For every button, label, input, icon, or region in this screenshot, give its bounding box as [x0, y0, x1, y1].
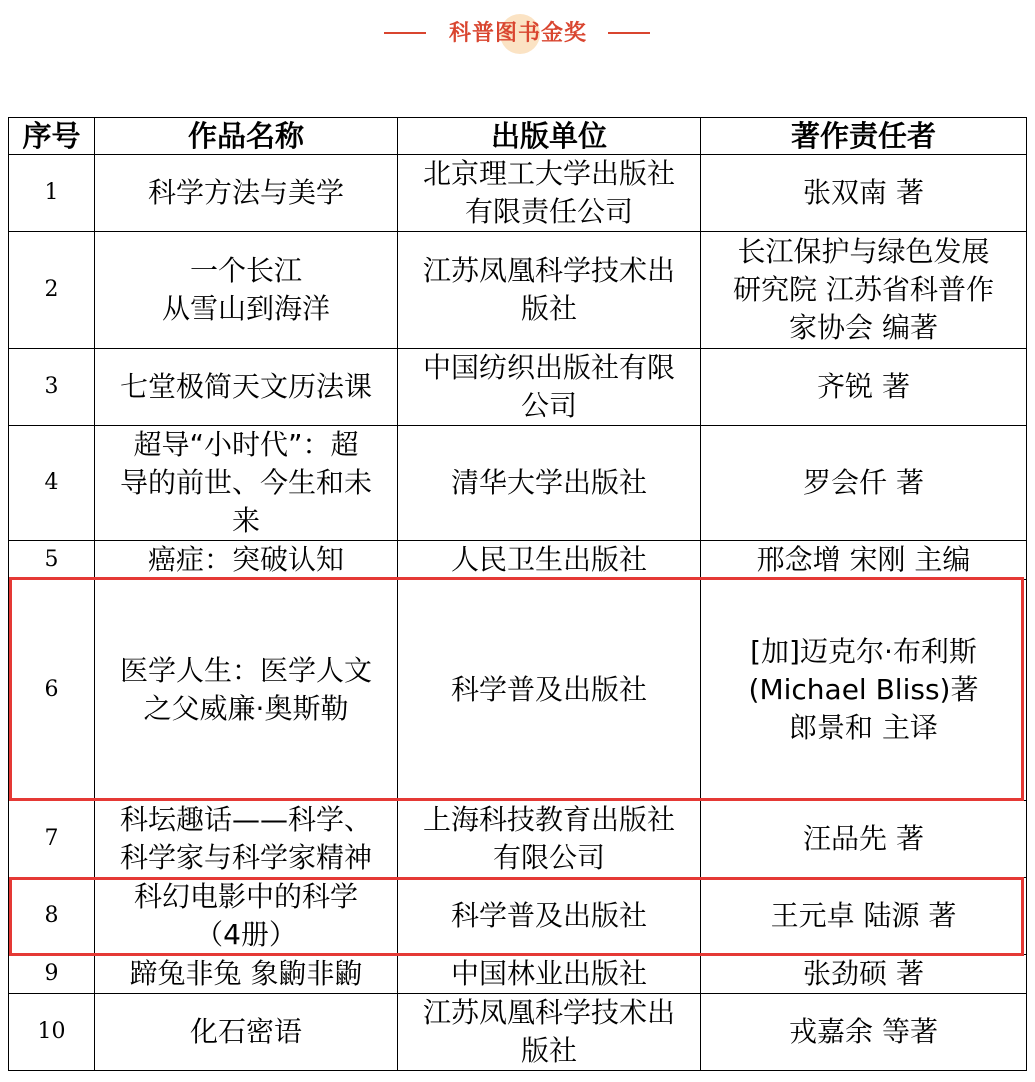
publisher [398, 994, 701, 1071]
publisher-text: 上海科技教育出版社 有限公司 [422, 803, 675, 874]
work-title-text: 超导“小时代”：超 导的前世、今生和未 来 [119, 428, 372, 537]
row-number: 10 [9, 994, 95, 1071]
publisher-text: 人民卫生出版社 [450, 543, 647, 576]
publisher-text: 科学普及出版社 [450, 673, 647, 706]
author-text: [加]迈克尔·布利斯 (Michael Bliss)著 郎景和 主译 [748, 635, 979, 744]
work-title [95, 232, 398, 349]
work-title [95, 878, 398, 955]
work-title [95, 580, 398, 801]
work-title [95, 994, 398, 1071]
publisher [398, 878, 701, 955]
author [701, 994, 1027, 1071]
publisher-text: 北京理工大学出版社 有限责任公司 [422, 157, 675, 228]
work-title-text: 一个长江 从雪山到海洋 [161, 254, 330, 325]
row-number: 4 [9, 426, 95, 541]
author [701, 232, 1027, 349]
author-text: 张双南 著 [803, 176, 924, 209]
table-row [9, 878, 1027, 955]
work-title-text: 化石密语 [189, 1015, 302, 1048]
publisher [398, 155, 701, 232]
row-number: 5 [9, 541, 95, 580]
table-row [9, 232, 1027, 349]
work-title [95, 541, 398, 580]
work-title [95, 801, 398, 878]
publisher-text: 中国林业出版社 [450, 957, 647, 990]
author [701, 426, 1027, 541]
author [701, 349, 1027, 426]
section-title: 科普图书金奖 [448, 21, 587, 46]
row-number: 1 [9, 155, 95, 232]
publisher [398, 580, 701, 801]
column-header-author: 著作责任者 [701, 118, 1027, 155]
author [701, 580, 1027, 801]
publisher-text: 中国纺织出版社有限 公司 [422, 351, 675, 422]
work-title [95, 426, 398, 541]
row-number: 2 [9, 232, 95, 349]
table-row [9, 801, 1027, 878]
publisher [398, 349, 701, 426]
publisher-text: 科学普及出版社 [450, 899, 647, 932]
author-text: 长江保护与绿色发展 研究院 江苏省科普作 家协会 编著 [733, 235, 994, 344]
section-header [0, 0, 1035, 70]
author [701, 155, 1027, 232]
publisher [398, 232, 701, 349]
publisher [398, 426, 701, 541]
author [701, 801, 1027, 878]
work-title-text: 七堂极简天文历法课 [119, 370, 372, 403]
row-number: 9 [9, 955, 95, 994]
table-row [9, 955, 1027, 994]
award-table [8, 117, 1027, 1071]
publisher-text: 清华大学出版社 [450, 466, 647, 499]
author [701, 541, 1027, 580]
column-header-number: 序号 [9, 118, 95, 155]
row-number: 7 [9, 801, 95, 878]
publisher [398, 955, 701, 994]
table-row [9, 541, 1027, 580]
publisher-text: 江苏凤凰科学技术出 版社 [422, 254, 675, 325]
publisher-text: 江苏凤凰科学技术出 版社 [422, 996, 675, 1067]
work-title [95, 955, 398, 994]
work-title-text: 癌症：突破认知 [147, 543, 344, 576]
work-title-text: 蹄兔非兔 象鼩非鼩 [129, 957, 363, 990]
table-header-row [9, 118, 1027, 155]
work-title [95, 349, 398, 426]
column-header-publisher: 出版单位 [398, 118, 701, 155]
work-title-text: 医学人生：医学人文 之父威廉·奥斯勒 [119, 654, 372, 725]
author-text: 王元卓 陆源 著 [770, 899, 957, 932]
author-text: 罗会仟 著 [803, 466, 924, 499]
table-row [9, 155, 1027, 232]
author-text: 邢念增 宋刚 主编 [756, 543, 971, 576]
row-number: 3 [9, 349, 95, 426]
column-header-title: 作品名称 [95, 118, 398, 155]
table-row [9, 580, 1027, 801]
publisher [398, 801, 701, 878]
author [701, 955, 1027, 994]
table-row [9, 994, 1027, 1071]
publisher [398, 541, 701, 580]
table-row [9, 426, 1027, 541]
header-left-rule [384, 32, 426, 34]
table-row [9, 349, 1027, 426]
work-title-text: 科学方法与美学 [147, 176, 344, 209]
author-text: 张劲硕 著 [803, 957, 924, 990]
header-right-rule [608, 32, 650, 34]
work-title-text: 科坛趣话——科学、 科学家与科学家精神 [119, 803, 372, 874]
author-text: 汪品先 著 [803, 822, 924, 855]
row-number: 8 [9, 878, 95, 955]
author [701, 878, 1027, 955]
work-title-text: 科幻电影中的科学 （4册） [133, 880, 358, 951]
work-title [95, 155, 398, 232]
author-text: 齐锐 著 [817, 370, 910, 403]
author-text: 戎嘉余 等著 [789, 1015, 938, 1048]
row-number: 6 [9, 580, 95, 801]
